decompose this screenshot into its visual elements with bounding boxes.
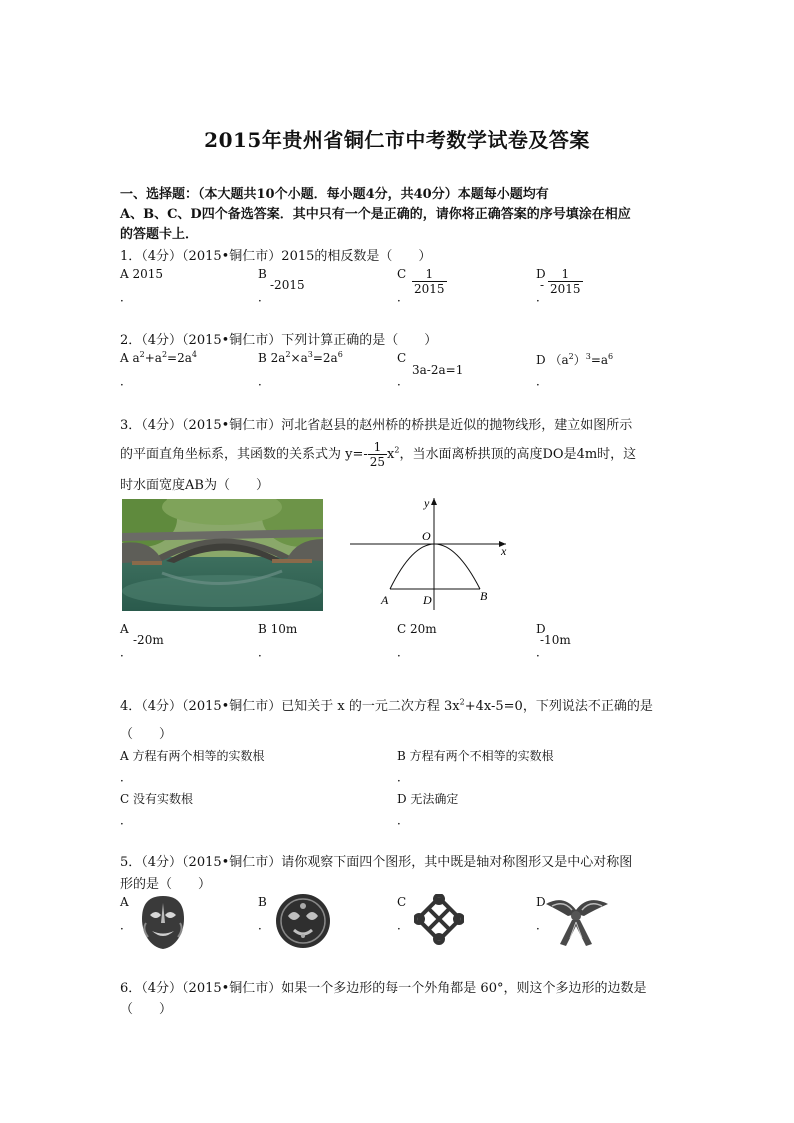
question-5-line-2: 形的是（ ） [120, 877, 212, 892]
q1-option-d-label[interactable]: D [536, 267, 546, 281]
q1-option-b-text: -2015 [270, 278, 305, 292]
q5-round-pattern-figure-b [274, 892, 332, 950]
q3-option-c-dot: ． [397, 645, 410, 659]
q2-option-d-dot: ． [536, 374, 549, 388]
q2-option-a[interactable]: A $a^2+a^2=2a^4$ [120, 350, 197, 365]
q5-mask-figure-a [134, 893, 192, 951]
q5-option-a-label[interactable]: A [120, 895, 129, 909]
q5-option-b-dot: ． [258, 918, 271, 932]
q1-option-b-label[interactable]: B [258, 267, 267, 281]
q5-option-c-dot: ． [397, 918, 410, 932]
q3-option-d-label[interactable]: D [536, 622, 546, 636]
q5-option-d-dot: ． [536, 918, 549, 932]
q2-option-c-dot: ． [397, 374, 410, 388]
q5-chinese-knot-figure-c [414, 894, 464, 946]
point-b-label: B [480, 589, 488, 603]
q4-option-b[interactable]: B 方程有两个不相等的实数根 [397, 749, 554, 763]
section-header-line-3: 的答题卡上． [120, 227, 199, 242]
q1-option-d-dot: ． [536, 290, 549, 304]
question-4-paren: （ ） [120, 727, 173, 742]
page-title: 2015年贵州省铜仁市中考数学试卷及答案 [204, 128, 590, 152]
question-1-stem: 1．（4分）（2015•铜仁市）2015的相反数是（ ） [120, 249, 432, 264]
q1-option-a[interactable]: A 2015 [120, 267, 164, 281]
q5-kite-figure-d [544, 894, 610, 950]
y-axis-label: y [424, 496, 430, 510]
q3-option-a-text: -20m [133, 633, 164, 647]
q1-option-d-fraction: $\frac{1}{2015}$ [550, 267, 581, 296]
q2-option-c-text: 3a-2a=1 [412, 363, 464, 377]
question-3-line-3: 时水面宽度AB为（ ） [120, 478, 269, 493]
q1-option-d-sign: - [540, 278, 545, 292]
q4-option-d-dot: ． [397, 813, 410, 827]
q3-option-b[interactable]: B 10m [258, 622, 298, 636]
question-5-line-1: 5．（4分）（2015•铜仁市）请你观察下面四个图形，其中既是轴对称图形又是中心对称图 [120, 855, 633, 870]
q2-option-d[interactable]: D $(a^2)^3=a^6$ [536, 352, 614, 367]
point-d-label: D [423, 593, 432, 607]
q2-option-b-dot: ． [258, 374, 271, 388]
q4-option-d[interactable]: D 无法确定 [397, 792, 459, 806]
q3-option-b-dot: ． [258, 645, 271, 659]
q2-option-a-dot: ． [120, 374, 133, 388]
q4-option-a[interactable]: A 方程有两个相等的实数根 [120, 749, 265, 763]
q3-option-a-label[interactable]: A [120, 622, 129, 636]
origin-label: O [422, 529, 431, 543]
q1-option-b-dot: ． [258, 290, 271, 304]
q5-option-b-label[interactable]: B [258, 895, 267, 909]
q1-option-c-fraction: $\frac{1}{2015}$ [414, 267, 445, 296]
q2-option-b[interactable]: B $2a^2\times a^3=2a^6$ [258, 350, 343, 365]
q1-option-c-label[interactable]: C [397, 267, 407, 281]
q3-option-a-dot: ． [120, 645, 133, 659]
point-a-label: A [381, 593, 389, 607]
q2-option-c-label[interactable]: C [397, 351, 407, 365]
q4-option-c[interactable]: C 没有实数根 [120, 792, 193, 806]
q4-option-a-dot: ． [120, 770, 133, 784]
parabola-coordinate-figure [346, 494, 516, 614]
q1-option-a-dot: ． [120, 290, 133, 304]
q4-option-c-dot: ． [120, 813, 133, 827]
section-header-line-2: A、B、C、D四个备选答案．其中只有一个是正确的，请你将正确答案的序号填涂在相应 [120, 207, 631, 222]
question-6-line-2: （ ） [120, 1002, 173, 1017]
question-6-line-1: 6．（4分）（2015•铜仁市）如果一个多边形的每一个外角都是 60°，则这个多边形的边数是 [120, 981, 647, 996]
q3-option-d-dot: ． [536, 645, 549, 659]
section-header-line-1: 一、选择题：（本大题共10个小题．每小题4分，共40分）本题每小题均有 [120, 187, 549, 202]
zhaozhou-bridge-photo [122, 499, 323, 611]
question-3-line-1: 3．（4分）（2015•铜仁市）河北省赵县的赵州桥的桥拱是近似的抛物线形，建立如图所示 [120, 418, 633, 433]
q4-option-b-dot: ． [397, 770, 410, 784]
question-2-stem: 2．（4分）（2015•铜仁市）下列计算正确的是（ ） [120, 333, 438, 348]
q3-option-d-text: -10m [540, 633, 571, 647]
question-4-stem: 4．（4分）（2015•铜仁市）已知关于 x 的一元二次方程 $3x^2+4x-5=0$，下列说法不正确的是 [120, 697, 653, 714]
q5-option-c-label[interactable]: C [397, 895, 407, 909]
q1-option-c-dot: ． [397, 290, 410, 304]
x-axis-label: x [501, 544, 507, 558]
q5-option-a-dot: ． [120, 918, 133, 932]
q5-option-d-label[interactable]: D [536, 895, 546, 909]
q3-option-c[interactable]: C 20m [397, 622, 437, 636]
question-3-line-2: 的平面直角坐标系，其函数的关系式为 y=- $\frac{1}{25}$ $x^2$，当水面离桥拱顶的高度DO是4m时，这 [120, 440, 637, 469]
